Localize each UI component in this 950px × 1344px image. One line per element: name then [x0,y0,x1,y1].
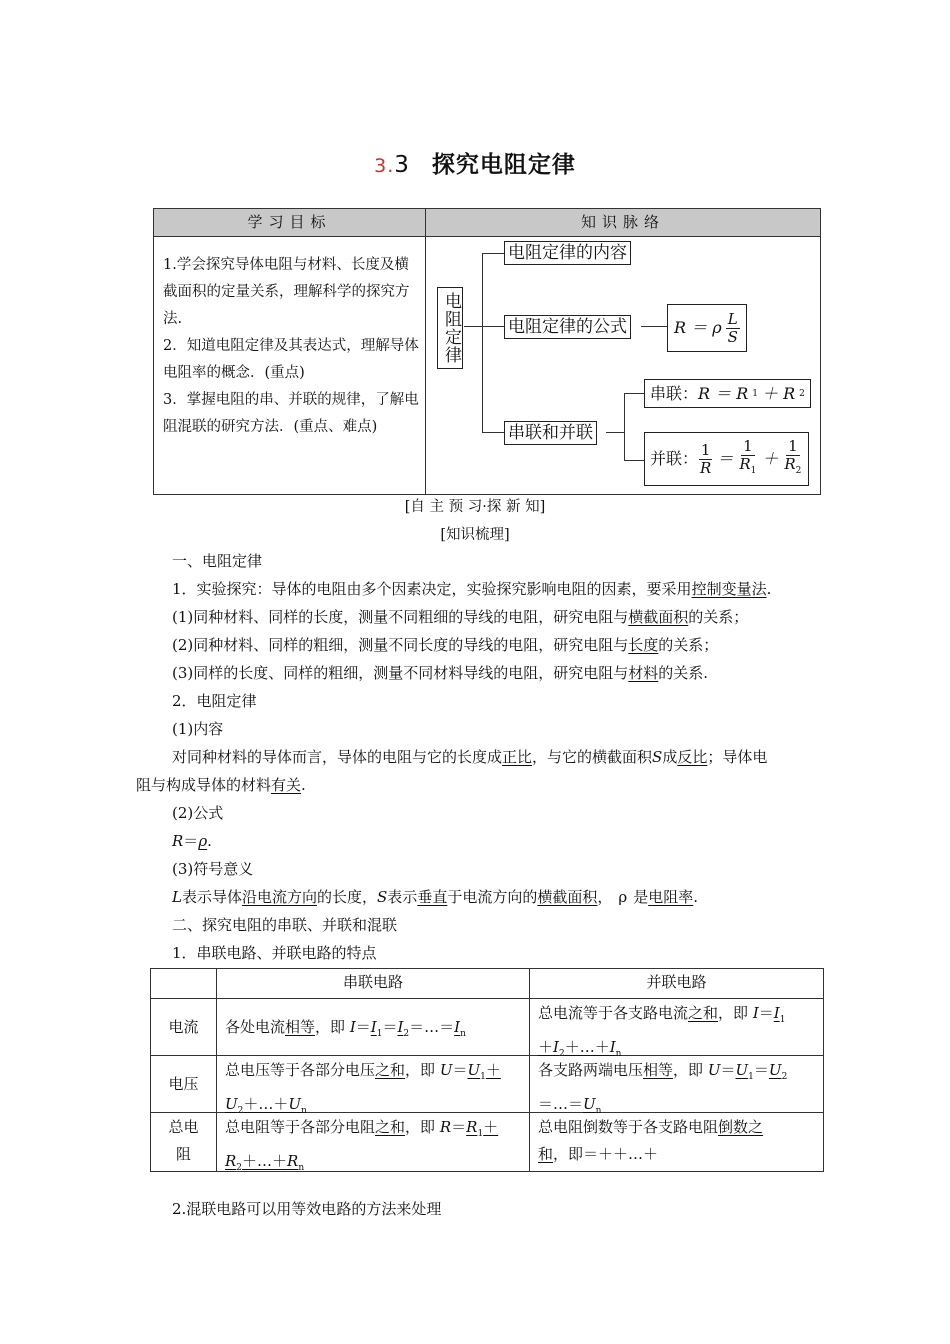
voltage-parallel: 各支路两端电压相等，即 $U=U_1=U_2$ $=\dots=U_n$ [530,1056,823,1113]
connector [482,326,504,327]
answer-material: 材料 [628,664,659,682]
learning-goals [163,252,421,441]
part1-s1: (1)同种材料、同样的长度，测量不同粗细的导线的电阻，研究电阻与横截面积的关系； [172,608,749,626]
formula-box [667,304,747,352]
title-text: 探究电阻定律 [431,152,576,178]
current-parallel: 总电流等于各支路电流之和，即 $I=I_1$ $+I_2+\dots+I_n$ [530,999,823,1056]
current-series: 各处电流相等，即 $I=I_1=I_2=\dots=I_n$ [217,999,530,1056]
connector [482,253,483,432]
symbol-meaning: L表示导体沿电流方向的长度，S表示垂直于电流方向的横截面积， ρ 是电阻率. [172,888,699,906]
header-knowledge-map: 知识脉络 [426,209,820,237]
connector [482,432,504,433]
part1-p2-3: (3)符号意义 [172,860,254,878]
page-title [0,146,950,179]
row-current: 电流 [151,999,217,1056]
series-formula-box [644,379,811,408]
connector [641,326,667,327]
goal-3: 3．掌握电阻的串、并联的规律，了解电阻混联的研究方法．(重点、难点) [163,392,419,435]
connector [624,393,625,461]
parallel-label: 并联： [650,449,699,468]
resistance-series: 总电阻等于各部分电阻之和，即 $R=R_1+$ $R_2+\dots+R_n$ [217,1113,530,1171]
section-number: 3 [394,152,410,178]
row-voltage: 电压 [151,1056,217,1113]
part1-s3: (3)同样的长度、同样的粗细，测量不同材料导线的电阻，研究电阻与材料的关系. [172,664,709,682]
part1-heading: 一、电阻定律 [172,552,263,570]
part1-p2: 2．电阻定律 [172,692,257,710]
row-resistance: 总电 阻 [151,1113,217,1171]
answer-control-variable: 控制变量法 [691,580,767,598]
connector [464,326,482,327]
part1-p2-1: (1)内容 [172,720,224,738]
part1-p2-2: (2)公式 [172,804,224,822]
part2-p2: 2.混联电路可以用等效电路的方法来处理 [172,1200,442,1218]
goal-1: 1.学会探究导体电阻与材料、长度及横截面积的定量关系，理解科学的探究方法. [163,257,410,327]
section-prefix: 3. [374,155,395,177]
goals-outline-table [153,208,821,495]
connector [606,432,624,433]
connector [482,253,504,254]
part2-heading: 二、探究电阻的串联、并联和混联 [172,916,398,934]
answer-length: 长度 [628,636,659,654]
circuit-table [150,968,824,1172]
col-series: 串联电路 [217,969,530,999]
knowledge-map [426,236,820,494]
resistance-formula: R ＝ ρ $\frac{L}{S}$ [674,309,738,346]
col-parallel: 并联电路 [530,969,823,999]
header-learning-goals: 学习目标 [154,209,426,237]
connector [624,393,644,394]
goal-2: 2．知道电阻定律及其表达式，理解导体电阻率的概念．(重点) [163,338,419,381]
resistance-parallel: 总电阻倒数等于各支路电阻倒数之 和，即＝＋＋…＋ [538,1118,764,1163]
series-formula: R ＝ R 1 ＋ R 2 [698,383,805,403]
parallel-formula-box [644,432,809,486]
map-branch-formula: 电阻定律的公式 [504,315,631,339]
part1-p1: 1．实验探究：导体的电阻由多个因素决定，实验探究影响电阻的因素，要采用控制变量法. [172,580,772,598]
map-branch-content: 电阻定律的内容 [504,241,631,265]
content-line-2: 阻与构成导体的材料有关. [136,776,306,794]
answer-cross-section: 横截面积 [628,608,689,626]
map-branch-series-parallel: 串联和并联 [504,421,597,445]
part1-s2: (2)同种材料、同样的粗细，测量不同长度的导线的电阻，研究电阻与长度的关系； [172,636,719,654]
connector [624,460,644,461]
table-corner [151,969,217,999]
map-root: 电阻定律 [437,287,463,369]
section-header: [自 主 预 习·探 新 知] [404,499,546,515]
voltage-series: 总电压等于各部分电压之和，即 $U=U_1+$ $U_2+\dots+U_n$ [217,1056,530,1113]
series-label: 串联： [650,383,699,403]
parallel-formula: $\frac{1}{R}$ ＝ $\frac{1}{R_1}$ ＋ $\frac{1}{R_2}$ [700,437,802,477]
part2-p1: 1．串联电路、并联电路的特点 [172,944,377,962]
content-line-1: 对同种材料的导体而言，导体的电阻与它的长度成正比，与它的横截面积S成反比；导体电 [172,748,768,766]
formula-line: R＝ρ. [172,832,212,850]
sub-header: [知识梳理] [440,527,510,543]
